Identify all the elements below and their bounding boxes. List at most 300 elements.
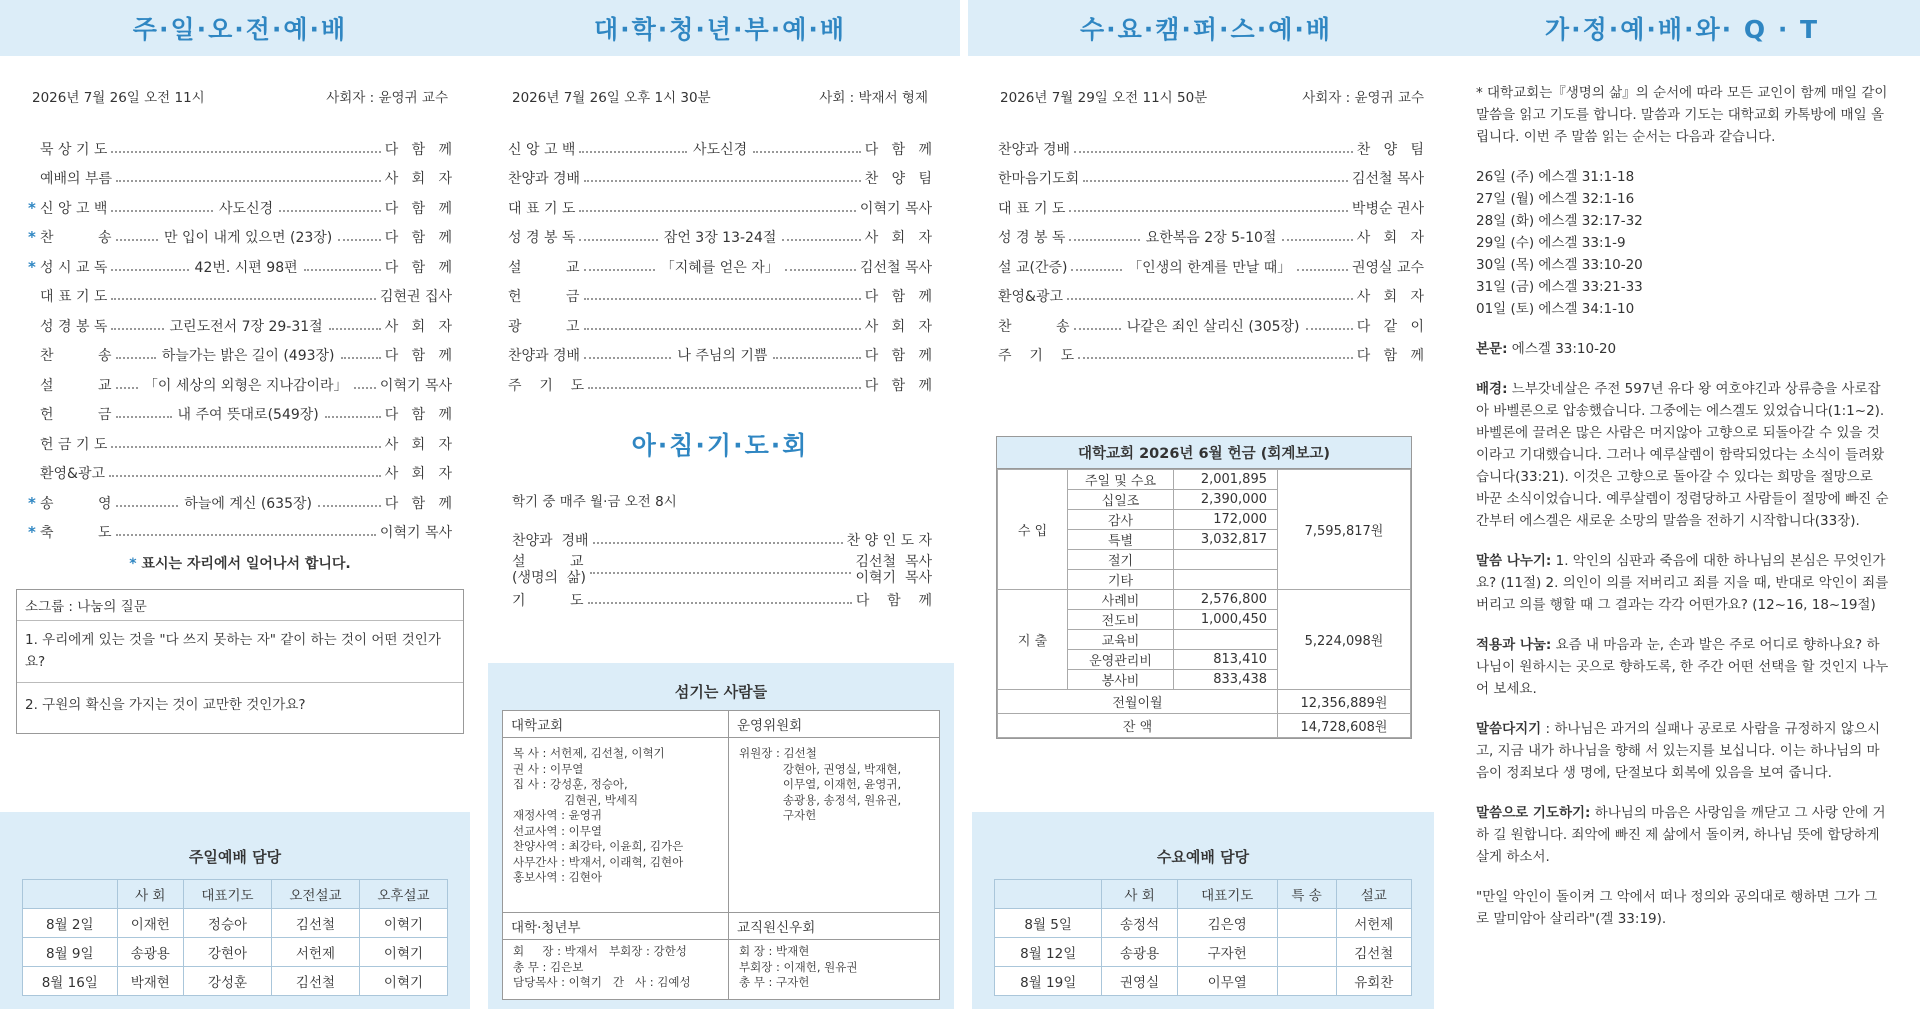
table-cell: 운영관리비: [1068, 650, 1174, 670]
order-row: [28, 164, 452, 194]
quote-paragraph: "만일 악인이 돌이켜 그 악에서 떠나 정의와 공의대로 행하면 그가 그로 말미암아 살리라"(겔 33:19).: [1476, 889, 1878, 927]
table-cell: 833,438: [1174, 670, 1278, 690]
order-label: 찬 송: [998, 318, 1070, 335]
table-cell: 특별: [1068, 530, 1174, 550]
sunday-duty-panel: [0, 812, 470, 1009]
question-1: 1. 우리에게 있는 것을 "다 쓰지 못하는 자" 같이 하는 것이 어떤 것인가요?: [17, 621, 463, 683]
table-cell: 1,000,450: [1174, 610, 1278, 630]
wednesday-duty-table: [994, 879, 1412, 996]
background-text: 느부갓네살은 주전 597년 유다 왕 여호야긴과 상류층을 사로잡아 바벨론으로 압송했습니다. 그중에는 에스겔도 있었습니다(1:1~2). 바벨론에 끌려온 많은 사람은 머지않아 고향으로 되돌아갈 수 있을 것이라고 기대했습니다. 그러나 예루살렘이 함락되었다는 소식이 들려왔습니다(33:21). 이것은 고향으로 돌아갈 수 있다는 희망을 절망으로 바꾼 소식이었습니다. 예루살렘이 정렴당하고 사람들이 절망에 빠진 순간부터 에스겔은 새로운 소망의 말씀을 전하기 시작합니다(33장).: [1476, 381, 1889, 529]
order-leader: 권영실 교수: [1351, 259, 1425, 276]
table-cell: [1277, 938, 1336, 967]
table-cell: 봉사비: [1068, 670, 1174, 690]
table-cell: [1277, 909, 1336, 938]
service-date: 2026년 7월 26일 오전 11시: [32, 90, 205, 106]
table-cell: 강성훈: [183, 967, 271, 996]
service-date: 2026년 7월 29일 오전 11시 50분: [1000, 90, 1208, 106]
table-row: [998, 714, 1411, 738]
pray-paragraph: [1476, 802, 1890, 868]
list-item: 재정사역 : 윤영귀: [513, 808, 602, 822]
order-row: [998, 282, 1424, 312]
order-leader: 다 함 께: [864, 289, 932, 306]
table-cell: 813,410: [1174, 650, 1278, 670]
table-cell: 강현아: [183, 938, 271, 967]
table-cell: 2,576,800: [1174, 590, 1278, 610]
sunday-duty-title: 주일예배 담당: [188, 848, 282, 866]
table-cell: 송광용: [1102, 938, 1177, 967]
table-cell: 김선철: [271, 909, 359, 938]
order-label: 설 교: [508, 259, 580, 276]
order-row: [512, 528, 932, 552]
order-row: [28, 311, 452, 341]
order-label: 묵 상 기 도: [40, 141, 108, 158]
list-item: 27일 (월) 에스겔 32:1-16: [1476, 191, 1635, 207]
order-label: 성 경 봉 독: [40, 318, 108, 335]
resolve-paragraph: [1476, 718, 1890, 784]
small-group-questions: [16, 589, 464, 734]
service-host: 사회자 : 윤영귀 교수: [1302, 90, 1424, 106]
order-leader: 찬 양 팀: [864, 171, 932, 188]
council-members: [728, 738, 939, 912]
resolve-label: 말씀다지기: [1476, 721, 1542, 737]
order-leader: 찬 양 인 도 자: [846, 532, 932, 549]
order-label: 예배의 부름: [40, 171, 113, 188]
order-leader: 김선철 목사: [859, 259, 932, 276]
table-cell: 이재헌: [117, 909, 183, 938]
income-label: 수 입: [998, 470, 1068, 590]
order-label: 찬 송: [40, 230, 112, 247]
list-item: 총 무 : 구자헌: [739, 975, 810, 989]
order-leader: 이혁기 목사: [379, 377, 452, 394]
service-date: 2026년 7월 26일 오후 1시 30분: [512, 90, 711, 106]
order-label: 찬양과 경배: [512, 532, 589, 549]
order-label: [512, 554, 586, 586]
youth-service-title: 대·학·청·년·부·예·배: [593, 15, 847, 44]
wednesday-service-header: [968, 0, 1444, 56]
order-detail: 「인생의 한계를 만날 때」: [1128, 259, 1292, 276]
council-header: 운영위원회: [728, 711, 939, 738]
star-mark: *: [28, 257, 36, 276]
order-leader: 다 함 께: [384, 348, 452, 365]
order-leader: 사 회 자: [384, 436, 452, 453]
order-label: 한마음기도회: [998, 171, 1080, 188]
order-label: 설 교: [40, 377, 112, 394]
list-item: 강현아, 권영실, 박재현,: [739, 761, 902, 776]
carry-label: 전월이월: [998, 690, 1278, 714]
order-label: 신 앙 고 백: [508, 141, 576, 158]
list-item: 선교사역 : 이무열: [513, 823, 602, 838]
leader-1: 김선철 목사: [855, 553, 932, 570]
table-cell: 정승아: [183, 909, 271, 938]
order-label: 환영&광고: [40, 466, 106, 483]
table-cell: 박재현: [117, 967, 183, 996]
balance-label: 잔 액: [998, 714, 1278, 738]
table-row: [998, 690, 1411, 714]
table-cell: 8월 16일: [23, 967, 118, 996]
service-host: 사회자 : 윤영귀 교수: [326, 90, 448, 106]
order-row: [508, 193, 932, 223]
table-cell: [1174, 550, 1278, 570]
list-item: 찬양사역 : 최강타, 이윤희, 김가은: [513, 839, 684, 853]
order-row: [28, 400, 452, 430]
offering-title: 대학교회 2026년 6월 헌금 (회계보고): [997, 437, 1411, 469]
share-paragraph: [1476, 550, 1890, 616]
list-item: 목 사 : 서헌제, 김선철, 이혁기: [513, 746, 665, 760]
table-cell: 8월 5일: [995, 909, 1102, 938]
wednesday-service-column: [968, 0, 1444, 1009]
order-label: 성 경 봉 독: [998, 230, 1066, 247]
table-row: [23, 909, 448, 938]
order-row: [508, 223, 932, 253]
sermon-label: 설 교: [512, 553, 584, 570]
order-label: 기 도: [512, 592, 584, 609]
sunday-service-column: [0, 0, 480, 1009]
morning-prayer-title: 아·침·기·도·회: [631, 430, 809, 460]
table-cell: 감사: [1068, 510, 1174, 530]
table-cell: 8월 12일: [995, 938, 1102, 967]
star-note: [0, 553, 480, 573]
wednesday-service-meta: [968, 56, 1444, 118]
order-detail: 나같은 죄인 살리신 (305장): [1126, 318, 1300, 335]
order-detail: 하늘에 계신 (635장): [184, 495, 312, 512]
table-cell: 사례비: [1068, 590, 1174, 610]
table-header-cell: 설교: [1336, 880, 1411, 909]
order-row: [28, 252, 452, 282]
order-label: 설 교(간증): [998, 259, 1068, 276]
list-item: 총 무 : 김은보: [513, 959, 584, 974]
order-leader: 사 회 자: [864, 230, 933, 247]
apply-label: 적용과 나눔:: [1476, 637, 1552, 653]
table-row: [23, 938, 448, 967]
order-leader: 다 함 께: [864, 348, 932, 365]
order-label: 대 표 기 도: [40, 289, 108, 306]
order-label: 광 고: [508, 318, 580, 335]
leader-2: 이혁기 목사: [855, 569, 932, 586]
faculty-members: [728, 940, 939, 999]
order-detail: 「이 세상의 외형은 지나감이라」: [143, 377, 348, 394]
table-cell: 8월 9일: [23, 938, 118, 967]
table-cell: 십일조: [1068, 490, 1174, 510]
order-row: [28, 134, 452, 164]
star-note-mark: *: [129, 556, 137, 572]
order-label: 찬양과 경배: [508, 348, 581, 365]
table-cell: 이혁기: [359, 909, 447, 938]
list-item: 위원장 : 김선철: [739, 746, 817, 760]
qt-intro: * 대학교회는『생명의 삶』의 순서에 따라 모든 교인이 함께 매일 같이 말씀을 읽고 기도를 합니다. 말씀과 기도는 대학교회 카톡방에 매일 올립니다. 이번 주 말씀 읽는 순서는 다음과 같습니다.: [1476, 85, 1888, 145]
order-label: 환영&광고: [998, 289, 1064, 306]
order-row: [28, 223, 452, 253]
order-label: 주 기 도: [508, 377, 585, 394]
small-group-header: 소그룹 : 나눔의 질문: [17, 590, 463, 621]
order-leader: 다 함 께: [864, 377, 932, 394]
order-row: [28, 459, 452, 489]
list-item: 홍보사역 : 김현아: [513, 870, 602, 884]
star-mark: *: [28, 493, 36, 512]
order-row: [28, 370, 452, 400]
offering-table: [997, 469, 1411, 738]
youth-header: 대학·청년부: [503, 912, 728, 940]
order-label: 찬 송: [40, 348, 112, 365]
table-cell: [1277, 967, 1336, 996]
question-2: 2. 구원의 확신을 가지는 것이 교만한 것인가요?: [25, 697, 306, 713]
table-cell: 권영실: [1102, 967, 1177, 996]
order-leader: 사 회 자: [384, 318, 453, 335]
list-item: 이무열, 이재헌, 윤영귀,: [739, 777, 902, 791]
morning-prayer-section: [480, 462, 960, 612]
order-leader: 박병순 권사: [1351, 200, 1424, 217]
order-label: 헌 금 기 도: [40, 436, 108, 453]
star-mark: *: [28, 228, 36, 247]
table-cell: 172,000: [1174, 510, 1278, 530]
carry-value: 12,356,889원: [1278, 690, 1411, 714]
table-header-cell: 오전설교: [271, 880, 359, 909]
table-header-cell: 사 회: [117, 880, 183, 909]
order-detail: 만 입이 내게 있으면 (23장): [164, 230, 333, 247]
table-cell: 김선철: [1336, 938, 1411, 967]
order-leader: 김현권 집사: [379, 289, 452, 306]
order-leader: 이혁기 목사: [859, 200, 932, 217]
table-header-row: [23, 880, 448, 909]
table-cell: 송정석: [1102, 909, 1177, 938]
order-row: [998, 311, 1424, 341]
order-row: [998, 252, 1424, 282]
morning-prayer-time: 학기 중 매주 월·금 오전 8시: [512, 493, 677, 510]
list-item: 29일 (수) 에스겔 33:1-9: [1476, 235, 1626, 251]
order-detail: 사도신경: [219, 200, 274, 217]
table-header-cell: [995, 880, 1102, 909]
list-item: 28일 (화) 에스겔 32:17-32: [1476, 213, 1643, 229]
servants-grid: [502, 710, 940, 1000]
list-item: 사무간사 : 박재서, 이래혁, 김현아: [513, 854, 684, 869]
table-cell: 2,001,895: [1174, 470, 1278, 490]
table-cell: [1174, 630, 1278, 650]
table-header-row: [995, 880, 1412, 909]
qt-column: [1444, 0, 1920, 1009]
order-detail: 고린도전서 7장 29-31절: [169, 318, 323, 335]
table-row: [998, 590, 1411, 610]
order-label: 찬양과 경배: [508, 171, 581, 188]
list-item: 권 사 : 이무열: [513, 761, 584, 776]
apply-paragraph: [1476, 634, 1890, 700]
list-item: 31일 (금) 에스겔 33:21-33: [1476, 279, 1643, 295]
list-item: 회 장 : 박재현: [739, 944, 810, 958]
table-cell: 3,032,817: [1174, 530, 1278, 550]
order-detail: 나 주님의 기쁨: [677, 348, 768, 365]
servants-panel: [488, 663, 954, 1009]
youth-order-list: [480, 118, 960, 400]
youth-service-meta: [480, 56, 960, 118]
univ-church-members: [503, 738, 728, 912]
order-leader: 다 함 께: [1356, 348, 1424, 365]
order-label: 성 시 교 독: [40, 259, 108, 276]
order-row: [998, 134, 1424, 164]
table-cell: 서헌제: [271, 938, 359, 967]
univ-church-header: 대학교회: [503, 711, 728, 738]
order-row: [508, 311, 932, 341]
scripture-value: 에스겔 33:10-20: [1507, 341, 1617, 357]
order-detail: 요한복음 2장 5-10절: [1145, 230, 1277, 247]
servants-title: 섬기는 사람들: [674, 683, 768, 701]
table-cell: 8월 2일: [23, 909, 118, 938]
order-label: 대 표 기 도: [998, 200, 1066, 217]
table-header-cell: [23, 880, 118, 909]
wednesday-order-list: [968, 118, 1444, 370]
list-item: 송광용, 송정석, 원유권,: [739, 792, 902, 807]
order-leader: 다 함 께: [384, 230, 453, 247]
order-row: [28, 193, 452, 223]
expense-total: 5,224,098원: [1278, 590, 1411, 690]
order-leader: 다 함 께: [384, 495, 453, 512]
table-cell: 8월 19일: [995, 967, 1102, 996]
service-host: 사회 : 박재서 형제: [819, 90, 928, 106]
order-row: [28, 341, 452, 371]
order-row: [512, 588, 932, 612]
table-cell: 주일 및 수요: [1068, 470, 1174, 490]
table-cell: 절기: [1068, 550, 1174, 570]
wednesday-duty-title: 수요예배 담당: [1156, 848, 1250, 866]
order-row: [508, 370, 932, 400]
order-detail: 잠언 3장 13-24절: [663, 230, 777, 247]
faculty-header: 교직원신우회: [728, 912, 939, 940]
order-row: [28, 518, 452, 548]
qt-title: 가·정·예·배·와· Q · T: [1544, 15, 1820, 44]
list-item: 회 장 : 박재서 부회장 : 강한성: [513, 944, 687, 958]
order-leader: 김선철 목사: [1351, 171, 1424, 188]
offering-report: [996, 436, 1412, 739]
share-text: 1. 악인의 심판과 죽음에 대한 하나님의 본심은 무엇인가요? (11절) 2. 의인이 의를 저버리고 죄를 지을 때, 반대로 악인이 죄를 버리고 의를 행할 때 그 결과는 각각 어떤가요? (12~16, 18~19절): [1476, 553, 1889, 613]
background-label: 배경:: [1476, 381, 1508, 397]
qt-header: [1444, 0, 1920, 56]
order-row: [28, 429, 452, 459]
order-row: [998, 193, 1424, 223]
order-row: [998, 341, 1424, 371]
table-cell: 송광용: [117, 938, 183, 967]
order-detail: 「지혜를 얻은 자」: [660, 259, 779, 276]
table-cell: [1174, 570, 1278, 590]
order-leader: 다 함 께: [384, 141, 452, 158]
order-detail: 하늘가는 밝은 길이 (493장): [161, 348, 335, 365]
youth-service-header: [480, 0, 960, 56]
qt-label: (생명의 삶): [512, 569, 586, 586]
order-leader: 사 회 자: [384, 171, 452, 188]
table-cell: 교육비: [1068, 630, 1174, 650]
table-cell: 기타: [1068, 570, 1174, 590]
order-leader: 다 함 께: [384, 259, 452, 276]
table-cell: 김선철: [271, 967, 359, 996]
order-label: 대 표 기 도: [508, 200, 576, 217]
scripture-label: 본문:: [1476, 341, 1508, 357]
expense-label: 지 출: [998, 590, 1068, 690]
table-cell: 유회찬: [1336, 967, 1411, 996]
list-item: 집 사 : 강성훈, 정승아,: [513, 777, 628, 791]
order-row: [998, 223, 1424, 253]
wednesday-service-title: 수·요·캠·퍼·스·예·배: [1079, 15, 1333, 44]
list-item: 김현권, 박세직: [513, 792, 639, 807]
order-row: [28, 488, 452, 518]
list-item: 부회장 : 이재헌, 원유권: [739, 959, 858, 974]
order-leader: 다 함 께: [384, 407, 452, 424]
order-leader: 사 회 자: [1356, 289, 1424, 306]
table-header-cell: 대표기도: [183, 880, 271, 909]
resolve-text: : 하나님은 과거의 실패나 공로로 사람을 규정하지 않으시고, 지금 내가 하나님을 향해 서 있는지를 보십니다. 이는 하나님의 마음이 정죄보다 생 명에, 단절보다 회복에 있음을 보여 줍니다.: [1476, 721, 1881, 781]
star-mark: *: [28, 198, 36, 217]
table-cell: 구자헌: [1177, 938, 1277, 967]
order-leader: 사 회 자: [1356, 230, 1424, 247]
table-cell: 서헌제: [1336, 909, 1411, 938]
order-label: 주 기 도: [998, 348, 1075, 365]
qt-body: [1444, 56, 1920, 930]
order-leader: 사 회 자: [384, 466, 452, 483]
youth-members: [503, 940, 728, 999]
table-row: [995, 938, 1412, 967]
list-item: 01일 (토) 에스겔 34:1-10: [1476, 301, 1635, 317]
balance-value: 14,728,608원: [1278, 714, 1411, 738]
order-label: 송 영: [40, 495, 112, 512]
scripture-text: [1476, 338, 1890, 360]
table-header-cell: 오후설교: [359, 880, 447, 909]
wednesday-duty-panel: [972, 812, 1434, 1009]
sunday-service-meta: [0, 56, 480, 118]
table-cell: 이무열: [1177, 967, 1277, 996]
table-cell: 김은영: [1177, 909, 1277, 938]
order-row: [508, 282, 932, 312]
table-header-cell: 대표기도: [1177, 880, 1277, 909]
order-label: 찬양과 경배: [998, 141, 1071, 158]
order-label: 축 도: [40, 525, 112, 542]
share-label: 말씀 나누기:: [1476, 553, 1552, 569]
apply-text: 요즘 내 마음과 눈, 손과 발은 주로 어디로 향하나요? 하나님이 원하시는 곳으로 향하도록, 한 주간 어떤 선택을 할 것인지 나누어 보세요.: [1476, 637, 1889, 697]
order-label: 성 경 봉 독: [508, 230, 576, 247]
table-row: [995, 967, 1412, 996]
order-leader: [855, 554, 932, 586]
order-leader: 이혁기 목사: [379, 525, 452, 542]
order-label: 헌 금: [508, 289, 580, 306]
sunday-service-title: 주·일·오·전·예·배: [132, 15, 348, 44]
sunday-service-header: [0, 0, 480, 56]
table-row: [998, 470, 1411, 490]
table-cell: 2,390,000: [1174, 490, 1278, 510]
order-label: 신 앙 고 백: [40, 200, 108, 217]
pray-text: 하나님의 마음은 사랑임을 깨닫고 그 사랑 안에 거하 길 원합니다. 죄악에 빠진 제 삶에서 돌이켜, 하나님 뜻에 합당하게 살게 하소서.: [1476, 805, 1886, 865]
order-leader: 다 같 이: [1356, 318, 1424, 335]
order-leader: 다 함 께: [384, 200, 452, 217]
order-leader: 찬 양 팀: [1356, 141, 1424, 158]
reading-plan: [1476, 166, 1890, 320]
table-cell: 이혁기: [359, 938, 447, 967]
order-detail: 42번. 시편 98편: [194, 259, 298, 276]
order-label: 헌 금: [40, 407, 112, 424]
order-leader: 다 함 께: [855, 592, 932, 609]
table-row: [995, 909, 1412, 938]
table-cell: 이혁기: [359, 967, 447, 996]
list-item: 구자헌: [739, 808, 817, 822]
list-item: 26일 (주) 에스겔 31:1-18: [1476, 169, 1635, 185]
table-row: [23, 967, 448, 996]
income-total: 7,595,817원: [1278, 470, 1411, 590]
table-header-cell: 특 송: [1277, 880, 1336, 909]
order-row: [508, 341, 932, 371]
list-item: 담당목사 : 이혁기 간 사 : 김예성: [513, 975, 691, 989]
order-row: [508, 164, 932, 194]
table-header-cell: 사 회: [1102, 880, 1177, 909]
order-detail: 사도신경: [693, 141, 748, 158]
order-row: [512, 552, 932, 588]
order-leader: 사 회 자: [864, 318, 932, 335]
star-mark: *: [28, 523, 36, 542]
order-row: [508, 252, 932, 282]
star-note-text: 표시는 자리에서 일어나서 합니다.: [141, 556, 351, 572]
sunday-duty-table: [22, 879, 448, 996]
